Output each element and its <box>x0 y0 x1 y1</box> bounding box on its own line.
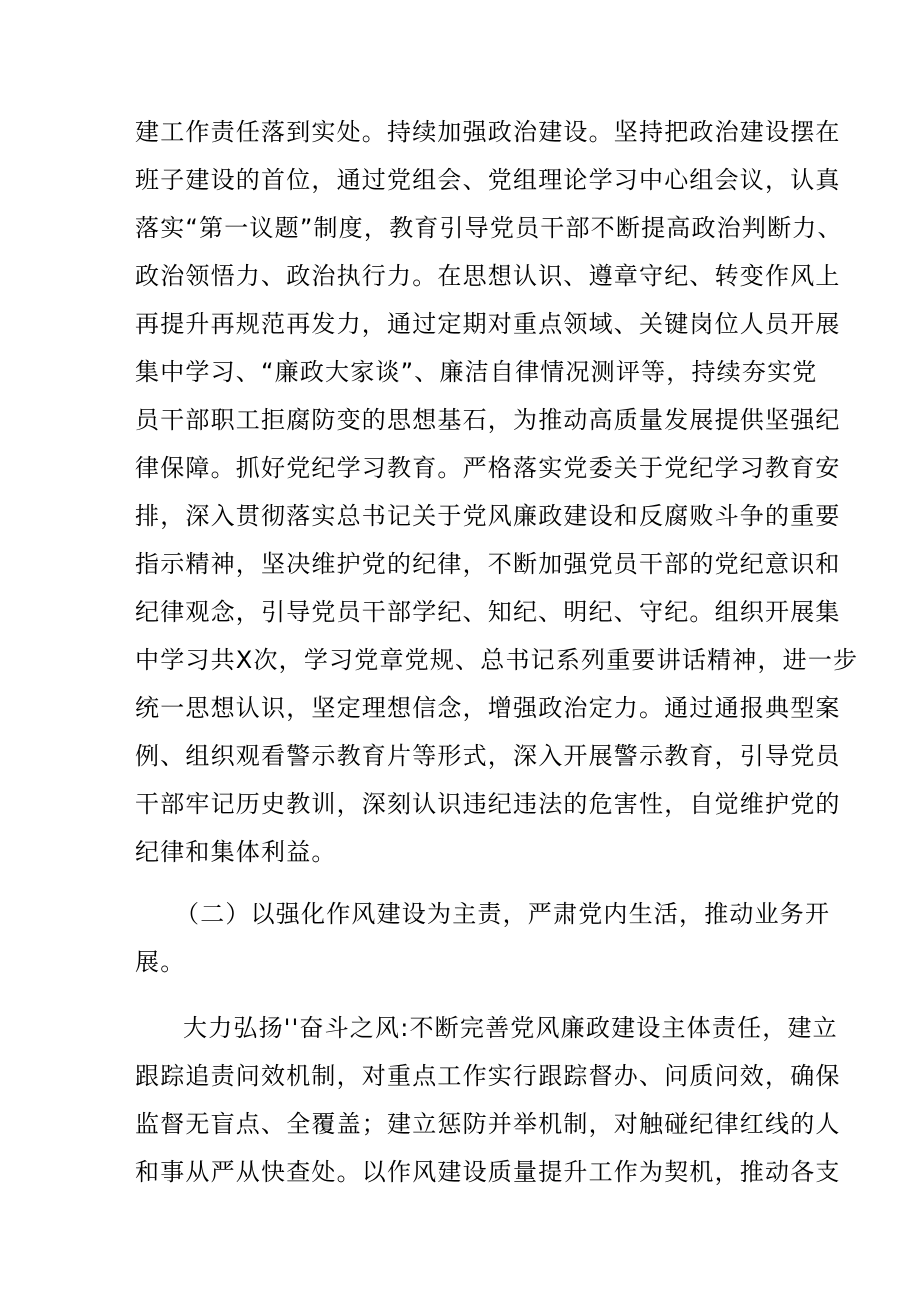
section-heading-line: 展。 <box>135 948 186 976</box>
paragraph-1-line: 班子建设的首位，通过党组会、党组理论学习中心组会议，认真 <box>135 166 841 194</box>
paragraph-1-line: 再提升再规范再发力，通过定期对重点领域、关键岗位人员开展 <box>135 310 841 338</box>
paragraph-1-line: 律保障。抓好党纪学习教育。严格落实党委关于党纪学习教育安 <box>135 454 841 482</box>
paragraph-2-line: 大力弘扬''奋斗之风:不断完善党风廉政建设主体责任，建立 <box>183 1014 838 1042</box>
paragraph-1-line: 纪律观念，引导党员干部学纪、知纪、明纪、守纪。组织开展集 <box>135 598 841 626</box>
paragraph-1-line: 建工作责任落到实处。持续加强政治建设。坚持把政治建设摆在 <box>135 118 841 146</box>
paragraph-1-line: 中学习共X次，学习党章党规、总书记系列重要讲话精神，进一步 <box>135 646 859 674</box>
paragraph-1-line: 政治领悟力、政治执行力。在思想认识、遵章守纪、转变作风上 <box>135 262 841 290</box>
paragraph-2-line: 监督无盲点、全覆盖；建立惩防并举机制，对触碰纪律红线的人 <box>135 1110 841 1138</box>
paragraph-1-line: 纪律和集体利益。 <box>135 838 337 866</box>
paragraph-1-line: 集中学习、“廉政大家谈”、廉洁自律情况测评等，持续夯实党 <box>135 358 818 386</box>
paragraph-1-line: 例、组织观看警示教育片等形式，深入开展警示教育，引导党员 <box>135 742 841 770</box>
paragraph-1-line: 指示精神，坚决维护党的纪律，不断加强党员干部的党纪意识和 <box>135 550 841 578</box>
paragraph-1-line: 干部牢记历史教训，深刻认识违纪违法的危害性，自觉维护党的 <box>135 790 841 818</box>
section-heading-line: （二）以强化作风建设为主责，严肃党内生活，推动业务开 <box>175 900 831 928</box>
paragraph-1-line: 落实“第一议题”制度，教育引导党员干部不断提高政治判断力、 <box>135 214 843 242</box>
paragraph-1-line: 员干部职工拒腐防变的思想基石，为推动高质量发展提供坚强纪 <box>135 406 841 434</box>
paragraph-2-line: 跟踪追责问效机制，对重点工作实行跟踪督办、问质问效，确保 <box>135 1062 841 1090</box>
paragraph-1-line: 统一思想认识，坚定理想信念，增强政治定力。通过通报典型案 <box>135 694 841 722</box>
paragraph-2-line: 和事从严从快查处。以作风建设质量提升工作为契机，推动各支 <box>135 1158 841 1186</box>
paragraph-1-line: 排，深入贯彻落实总书记关于党风廉政建设和反腐败斗争的重要 <box>135 502 841 530</box>
